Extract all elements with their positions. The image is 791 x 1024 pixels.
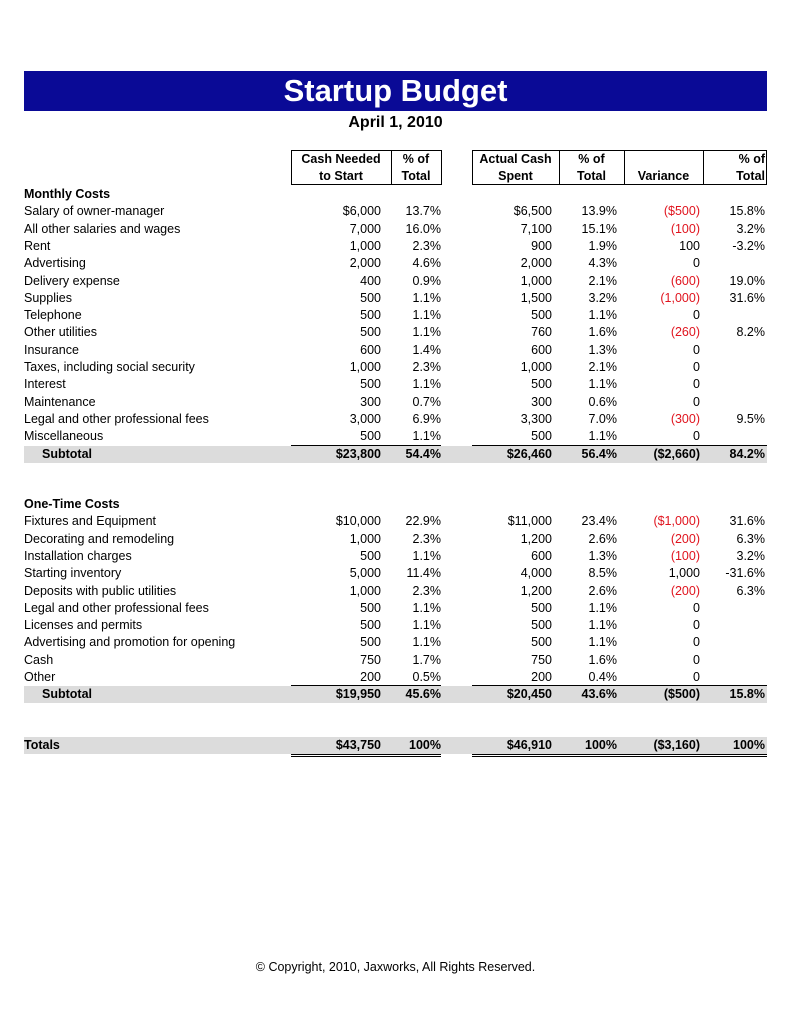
row-label: Fixtures and Equipment [24, 514, 157, 529]
cell-needed: $6,000 [342, 204, 381, 219]
row-label: Cash [24, 652, 54, 667]
cell-vpct: 8.2% [736, 325, 765, 340]
table-row [24, 394, 767, 411]
cell-variance: ($3,160) [653, 738, 700, 752]
cell-needed: 400 [360, 273, 381, 288]
row-label: One-Time Costs [24, 497, 120, 511]
subtotal-row-onetime [24, 686, 767, 703]
cell-apct: 1.9% [588, 238, 617, 253]
cell-pct: 0.7% [412, 394, 441, 409]
cell-variance: 0 [693, 256, 700, 271]
cell-pct: 1.7% [412, 652, 441, 667]
cell-apct: 1.1% [588, 635, 617, 650]
cell-actual: 1,000 [520, 360, 552, 374]
total-double-rule [624, 754, 703, 757]
header-pct-total-3b: Total [736, 169, 765, 183]
copyright-notice: © Copyright, 2010, Jaxworks, All Rights Reserved. [255, 960, 536, 974]
cell-needed: 1,000 [349, 238, 381, 253]
cell-actual: 500 [531, 600, 552, 615]
cell-variance: 0 [693, 670, 700, 684]
cell-actual: 1,000 [520, 273, 552, 288]
cell-actual: 500 [531, 618, 552, 633]
cell-vpct: 3.2% [736, 221, 765, 236]
header-pct-total-1b: Total [401, 169, 431, 183]
table-row [24, 290, 767, 307]
cell-apct: 1.1% [588, 600, 617, 615]
cell-needed: 600 [360, 342, 381, 357]
cell-needed: 500 [360, 308, 381, 323]
table-row [24, 565, 767, 582]
cell-actual: $20,450 [506, 687, 552, 702]
cell-actual: 4,000 [520, 566, 552, 581]
cell-needed: $43,750 [335, 738, 381, 752]
cell-variance: (100) [670, 548, 700, 563]
total-double-rule [391, 754, 441, 757]
row-label: Subtotal [42, 446, 92, 461]
cell-variance: 0 [693, 342, 700, 357]
row-label: Other utilities [24, 325, 97, 340]
cell-variance: 0 [693, 618, 700, 633]
cell-apct: 4.3% [588, 256, 617, 271]
cell-actual: 1,200 [520, 531, 552, 546]
cell-actual: $46,910 [506, 738, 552, 752]
cell-variance: (200) [670, 531, 700, 546]
section-heading-monthly [24, 186, 767, 203]
cell-actual: 300 [531, 394, 552, 409]
totals-row [24, 737, 767, 754]
row-label: Advertising [24, 256, 86, 271]
cell-pct: 1.1% [412, 290, 441, 305]
cell-variance: ($500) [663, 204, 700, 219]
cell-apct: 1.1% [588, 377, 617, 392]
cell-actual: 900 [531, 238, 552, 253]
table-row [24, 428, 767, 445]
table-row [24, 513, 767, 530]
cell-pct: 1.1% [412, 600, 441, 615]
cell-apct: 1.1% [588, 429, 617, 444]
cell-actual: 500 [531, 377, 552, 392]
cell-pct: 1.1% [412, 618, 441, 633]
cell-pct: 1.4% [412, 342, 441, 357]
cell-variance: 100 [679, 238, 700, 253]
cell-pct: 100% [409, 738, 441, 752]
row-label: Legal and other professional fees [24, 600, 209, 615]
cell-actual: 600 [531, 548, 552, 563]
cell-apct: 1.1% [588, 618, 617, 633]
cell-actual: 3,300 [520, 411, 552, 426]
cell-needed: 500 [360, 325, 381, 340]
cell-pct: 1.1% [412, 548, 441, 563]
table-row [24, 376, 767, 393]
header-pct-total-2b: Total [577, 169, 606, 183]
table-row [24, 359, 767, 376]
table-row [24, 221, 767, 238]
cell-pct: 2.3% [412, 531, 441, 546]
cell-apct: 1.3% [588, 342, 617, 357]
row-label: Supplies [24, 290, 72, 305]
cell-variance: 0 [693, 360, 700, 374]
table-row [24, 342, 767, 359]
cell-apct: 2.6% [588, 531, 617, 546]
cell-variance: 0 [693, 635, 700, 650]
cell-needed: 1,000 [349, 360, 381, 374]
cell-apct: 2.6% [588, 583, 617, 598]
cell-apct: 100% [585, 738, 617, 752]
cell-vpct: 6.3% [736, 583, 765, 598]
cell-apct: 23.4% [581, 514, 617, 529]
row-label: Rent [24, 238, 51, 253]
cell-variance: (600) [670, 273, 700, 288]
cell-needed: $10,000 [335, 514, 381, 529]
row-label: Starting inventory [24, 566, 122, 581]
cell-variance: (100) [670, 221, 700, 236]
page-title: Startup Budget [24, 71, 767, 111]
table-row [24, 669, 767, 686]
cell-apct: 7.0% [588, 411, 617, 426]
cell-needed: $23,800 [335, 446, 381, 461]
table-row [24, 634, 767, 651]
cell-variance: (260) [670, 325, 700, 340]
row-label: All other salaries and wages [24, 221, 181, 236]
cell-pct: 2.3% [412, 238, 441, 253]
cell-needed: 200 [360, 670, 381, 684]
row-label: Taxes, including social security [24, 360, 195, 374]
cell-actual: 500 [531, 635, 552, 650]
cell-pct: 0.9% [412, 273, 441, 288]
cell-apct: 0.4% [588, 670, 617, 684]
cell-vpct: -3.2% [732, 238, 765, 253]
row-label: Totals [24, 738, 60, 752]
cell-needed: 500 [360, 429, 381, 444]
cell-apct: 3.2% [588, 290, 617, 305]
table-row [24, 652, 767, 669]
table-row [24, 203, 767, 220]
table-row [24, 238, 767, 255]
cell-vpct: 19.0% [729, 273, 765, 288]
table-row [24, 617, 767, 634]
cell-actual: 200 [531, 670, 552, 684]
row-label: Advertising and promotion for opening [24, 635, 236, 650]
cell-vpct: 15.8% [729, 204, 765, 219]
row-label: Monthly Costs [24, 187, 111, 201]
cell-pct: 1.1% [412, 429, 441, 444]
cell-variance: 0 [693, 600, 700, 615]
cell-apct: 2.1% [588, 360, 617, 374]
cell-needed: 300 [360, 394, 381, 409]
total-double-rule [472, 754, 559, 757]
cell-needed: 500 [360, 290, 381, 305]
header-actual-cash-2: Spent [498, 169, 533, 183]
row-label: Other [24, 670, 56, 684]
row-label: Decorating and remodeling [24, 531, 175, 546]
header-actual-cash-1: Actual Cash [479, 152, 552, 166]
cell-vpct: 100% [733, 738, 765, 752]
cell-actual: 1,200 [520, 583, 552, 598]
cell-apct: 43.6% [581, 687, 617, 702]
row-label: Delivery expense [24, 273, 120, 288]
cell-needed: 500 [360, 618, 381, 633]
cell-variance: ($1,000) [653, 514, 700, 529]
cell-variance: ($2,660) [653, 446, 700, 461]
cell-needed: 3,000 [349, 411, 381, 426]
cell-apct: 13.9% [581, 204, 617, 219]
cell-apct: 1.6% [588, 325, 617, 340]
row-label: Interest [24, 377, 66, 392]
cell-needed: 7,000 [349, 221, 381, 236]
header-pct-total-2a: % of [578, 152, 605, 166]
row-label: Telephone [24, 308, 82, 323]
cell-pct: 2.3% [412, 360, 441, 374]
table-row [24, 583, 767, 600]
cell-variance: 0 [693, 308, 700, 323]
row-label: Miscellaneous [24, 429, 104, 444]
cell-actual: 2,000 [520, 256, 552, 271]
cell-pct: 45.6% [405, 687, 441, 702]
cell-pct: 1.1% [412, 377, 441, 392]
cell-pct: 54.4% [405, 446, 441, 461]
cell-apct: 8.5% [588, 566, 617, 581]
cell-pct: 16.0% [405, 221, 441, 236]
cell-vpct: 6.3% [736, 531, 765, 546]
cell-variance: ($500) [663, 687, 700, 702]
row-label: Subtotal [42, 687, 92, 702]
row-label: Installation charges [24, 548, 132, 563]
cell-pct: 22.9% [405, 514, 441, 529]
cell-actual: $26,460 [506, 446, 552, 461]
table-row [24, 411, 767, 428]
cell-needed: 500 [360, 600, 381, 615]
cell-needed: $19,950 [335, 687, 381, 702]
cell-actual: 760 [531, 325, 552, 340]
header-pct-total-3a: % of [738, 152, 765, 166]
cell-pct: 0.5% [412, 670, 441, 684]
table-row [24, 324, 767, 341]
cell-needed: 2,000 [349, 256, 381, 271]
cell-pct: 1.1% [412, 635, 441, 650]
cell-needed: 1,000 [349, 583, 381, 598]
cell-actual: 1,500 [520, 290, 552, 305]
cell-needed: 5,000 [349, 566, 381, 581]
section-heading-onetime [24, 496, 767, 513]
table-row [24, 307, 767, 324]
cell-pct: 6.9% [412, 411, 441, 426]
row-label: Licenses and permits [24, 618, 143, 633]
cell-variance: 0 [693, 377, 700, 392]
cell-actual: $11,000 [507, 514, 552, 529]
cell-vpct: 15.8% [729, 687, 765, 702]
table-row [24, 255, 767, 272]
table-row [24, 273, 767, 290]
table-row [24, 548, 767, 565]
cell-pct: 1.1% [412, 308, 441, 323]
table-row [24, 531, 767, 548]
header-cash-needed-2: to Start [319, 169, 363, 183]
cell-apct: 1.3% [588, 548, 617, 563]
table-row [24, 600, 767, 617]
header-pct-total-1a: % of [402, 152, 430, 166]
cell-variance: (300) [670, 411, 700, 426]
cell-apct: 1.1% [588, 308, 617, 323]
cell-needed: 500 [360, 635, 381, 650]
cell-needed: 1,000 [349, 531, 381, 546]
total-double-rule [291, 754, 391, 757]
header-cash-needed-1: Cash Needed [301, 152, 381, 166]
cell-vpct: 31.6% [729, 290, 765, 305]
cell-actual: 750 [531, 652, 552, 667]
cell-actual: 500 [531, 429, 552, 444]
cell-actual: 500 [531, 308, 552, 323]
total-double-rule [703, 754, 767, 757]
total-double-rule [559, 754, 624, 757]
cell-vpct: -31.6% [725, 566, 765, 581]
cell-variance: 0 [693, 429, 700, 444]
cell-variance: 1,000 [668, 566, 700, 581]
cell-needed: 750 [360, 652, 381, 667]
subtotal-row-monthly [24, 446, 767, 463]
cell-actual: 7,100 [520, 221, 552, 236]
cell-pct: 13.7% [405, 204, 441, 219]
cell-variance: (1,000) [660, 290, 700, 305]
cell-needed: 500 [360, 377, 381, 392]
cell-vpct: 9.5% [736, 411, 765, 426]
cell-pct: 1.1% [412, 325, 441, 340]
cell-pct: 4.6% [412, 256, 441, 271]
cell-needed: 500 [360, 548, 381, 563]
cell-apct: 15.1% [581, 221, 617, 236]
cell-variance: 0 [693, 652, 700, 667]
row-label: Insurance [24, 342, 79, 357]
row-label: Salary of owner-manager [24, 204, 165, 219]
cell-pct: 2.3% [412, 583, 441, 598]
cell-vpct: 3.2% [736, 548, 765, 563]
cell-pct: 11.4% [406, 566, 441, 581]
header-variance: Variance [637, 169, 690, 183]
row-label: Legal and other professional fees [24, 411, 209, 426]
cell-apct: 2.1% [588, 273, 617, 288]
cell-variance: (200) [670, 583, 700, 598]
report-date: April 1, 2010 [348, 114, 443, 131]
cell-variance: 0 [693, 394, 700, 409]
cell-actual: $6,500 [513, 204, 552, 219]
cell-vpct: 84.2% [729, 446, 765, 461]
cell-vpct: 31.6% [729, 514, 765, 529]
cell-apct: 56.4% [581, 446, 617, 461]
row-label: Deposits with public utilities [24, 583, 177, 598]
cell-actual: 600 [531, 342, 552, 357]
row-label: Maintenance [24, 394, 96, 409]
cell-apct: 0.6% [588, 394, 617, 409]
cell-apct: 1.6% [588, 652, 617, 667]
